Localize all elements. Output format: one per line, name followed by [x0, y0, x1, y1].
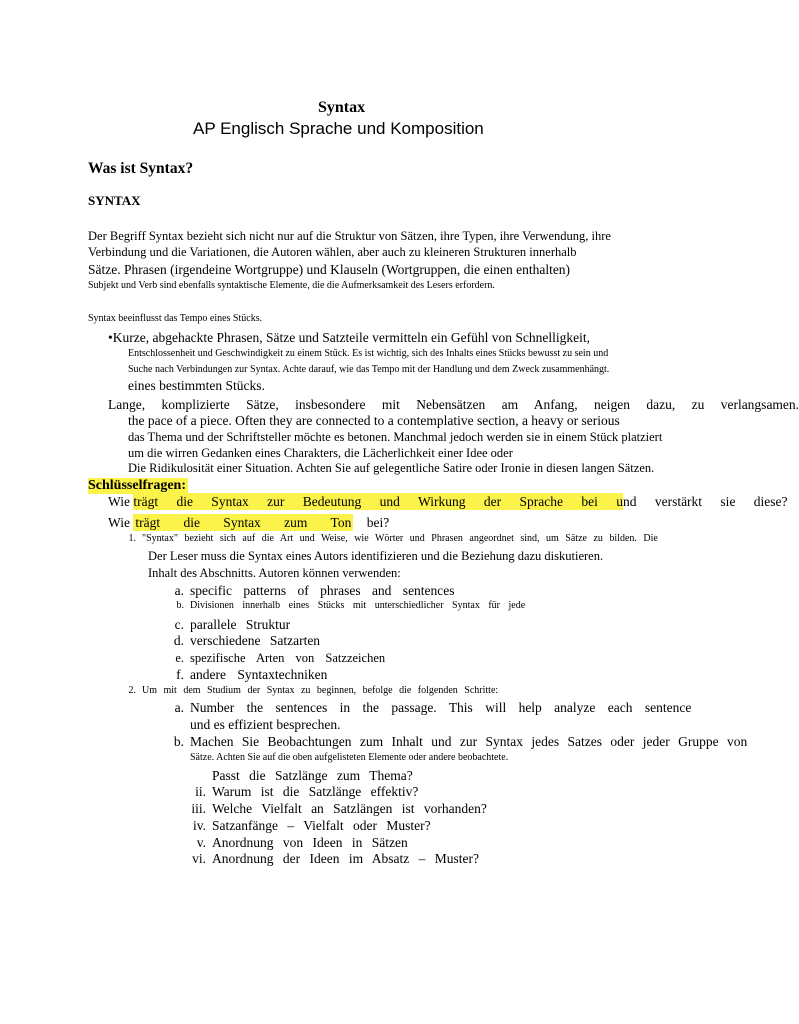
list1-item-c-text: parallele Struktur: [190, 617, 291, 632]
list2-item-b-line-1: [168, 734, 747, 750]
tempo-short-line-2: Entschlossenheit und Geschwindigkeit zu einem Stück. Es ist wichtig, sich des Inhalts eines Stücks bewusst zu sein und: [128, 348, 609, 359]
tempo-long-line-5: Die Ridikulosität einer Situation. Achten Sie auf gelegentliche Satire oder Ironie in diesen langen Sätzen.: [128, 461, 655, 475]
list2-sub-5-text: Anordnung von Ideen in Sätzen: [212, 835, 408, 850]
doc-subtitle: AP Englisch Sprache und Komposition: [193, 119, 484, 138]
key-question-1-highlight: trägt die Syntax zur Bedeutung und Wirkung der Sprache bei u: [133, 494, 623, 509]
tempo-long-line-1: Lange, komplizierte Sätze, insbesondere mit Nebensätzen am Anfang, neigen dazu, zu verlangsamen.: [108, 397, 799, 412]
tempo-long-line-3: das Thema und der Schriftsteller möchte es betonen. Manchmal jedoch werden sie in einem Stück platziert: [128, 430, 663, 444]
list2-sub-5: [190, 835, 408, 851]
tempo-long-line-4: um die wirren Gedanken eines Charakters, die Lächerlichkeit einer Idee oder: [128, 446, 513, 460]
doc-title: Syntax: [318, 99, 366, 116]
list2-line-1: [128, 685, 498, 697]
key-question-1: [108, 494, 788, 510]
key-question-2-start: Wie: [108, 515, 130, 530]
list2-sub-3-marker: iii.: [191, 801, 206, 816]
list1-item-d-text: verschiedene Satzarten: [190, 633, 321, 648]
tempo-short-line-1: [108, 330, 686, 346]
list1-line-2: Der Leser muss die Syntax eines Autors identifizieren und die Beziehung dazu diskutieren.: [148, 549, 604, 563]
intro-line-4: Subjekt und Verb sind ebenfalls syntaktische Elemente, die die Aufmerksamkeit des Lesers erfordern.: [88, 280, 495, 291]
list2-sub-3-text: Welche Vielfalt an Satzlängen ist vorhanden?: [212, 801, 487, 816]
tempo-heading: Syntax beeinflusst das Tempo eines Stücks.: [88, 313, 263, 324]
list2-sub-4-marker: iv.: [193, 818, 206, 833]
tempo-short-line-1-text: •Kurze, abgehackte Phrasen, Sätze und Satzteile vermitteln ein Gefühl von Schnelligkeit,: [108, 330, 590, 345]
list1-item-a-marker: a.: [174, 583, 184, 598]
intro-line-3: Sätze. Phrasen (irgendeine Wortgruppe) und Klauseln (Wortgruppen, die einen enthalten): [88, 262, 571, 277]
list2-item-b-marker: b.: [173, 734, 184, 749]
list2-item-a-line-1-text: Number the sentences in the passage. This will help analyze each sentence: [190, 700, 692, 715]
key-questions-heading: Schlüsselfragen:: [88, 478, 186, 493]
list2-item-a-marker: a.: [174, 700, 184, 715]
list1-item-e: [168, 651, 385, 665]
key-question-1-end: nd verstärkt sie diese?: [622, 494, 788, 509]
list2-sub-6-marker: vi.: [192, 851, 206, 866]
section-heading: Was ist Syntax?: [88, 160, 194, 177]
list1-item-a: [168, 583, 455, 599]
list2-sub-4: [190, 818, 431, 834]
list2-line-1-text: Um mit dem Studium der Syntax zu beginnen, befolge die folgenden Schritte:: [142, 685, 499, 696]
list2-item-a-line-1: [168, 700, 691, 716]
list1-item-f: [168, 667, 327, 683]
list1-item-c-marker: c.: [174, 617, 184, 632]
key-question-1-start: Wie: [108, 494, 130, 509]
intro-line-2: Verbindung und die Variationen, die Autoren wählen, aber auch zu kleineren Strukturen innerhalb: [88, 245, 577, 259]
list2-sub-1: [190, 768, 413, 784]
list1-item-e-marker: e.: [175, 651, 184, 665]
section-label: SYNTAX: [88, 193, 141, 208]
list1-item-d-marker: d.: [173, 633, 184, 648]
list2-sub-2: [190, 784, 418, 800]
list2-sub-6-text: Anordnung der Ideen im Absatz – Muster?: [212, 851, 479, 866]
list1-item-f-marker: f.: [176, 667, 184, 682]
list1-item-b: [168, 600, 525, 612]
list1-item-d: [168, 633, 320, 649]
key-question-2-highlight: trägt die Syntax zum Ton: [135, 515, 352, 530]
list1-line-1: [128, 533, 658, 545]
key-question-2-end: bei?: [366, 515, 390, 530]
list1-item-e-text: spezifische Arten von Satzzeichen: [190, 651, 386, 665]
key-question-2: [108, 515, 389, 531]
tempo-short-line-3: Suche nach Verbindungen zur Syntax. Achte darauf, wie das Tempo mit der Handlung und dem Zweck zusammenhängt.: [128, 364, 610, 375]
list1-item-f-text: andere Syntaxtechniken: [190, 667, 328, 682]
list1-item-a-text: specific patterns of phrases and sentences: [190, 583, 455, 598]
list2-item-b-line-1-text: Machen Sie Beobachtungen zum Inhalt und zur Syntax jedes Satzes oder jeder Gruppe von: [190, 734, 748, 749]
list2-item-b-line-2: Sätze. Achten Sie auf die oben aufgelisteten Elemente oder andere beobachtete.: [190, 752, 509, 763]
list2-sub-2-marker: ii.: [195, 784, 206, 799]
intro-line-1: Der Begriff Syntax bezieht sich nicht nur auf die Struktur von Sätzen, ihre Typen, ihre Verwendung, ihre: [88, 229, 611, 243]
list2-sub-4-text: Satzanfänge – Vielfalt oder Muster?: [212, 818, 431, 833]
list2-sub-5-marker: v.: [196, 835, 206, 850]
list2-sub-2-text: Warum ist die Satzlänge effektiv?: [212, 784, 419, 799]
list1-item-b-marker: b.: [176, 600, 184, 611]
list1-line-1-text: "Syntax" bezieht sich auf die Art und Weise, wie Wörter und Phrasen angeordnet sind, um Sätze zu bilden. Die: [142, 533, 658, 544]
list1-item-b-text: Divisionen innerhalb eines Stücks mit unterschiedlicher Syntax für jede: [190, 600, 526, 611]
list2-sub-1-text: Passt die Satzlänge zum Thema?: [212, 768, 413, 783]
list2-marker: 2.: [128, 685, 136, 696]
list1-marker: 1.: [128, 533, 136, 544]
list1-item-c: [168, 617, 290, 633]
list2-item-a-line-2: und es effizient besprechen.: [190, 717, 341, 732]
list2-sub-3: [190, 801, 487, 817]
list1-line-3: Inhalt des Abschnitts. Autoren können verwenden:: [148, 566, 401, 580]
tempo-long-line-2: the pace of a piece. Often they are connected to a contemplative section, a heavy or serious: [128, 413, 620, 428]
tempo-short-line-4: eines bestimmten Stücks.: [128, 378, 265, 393]
list2-sub-6: [190, 851, 479, 867]
